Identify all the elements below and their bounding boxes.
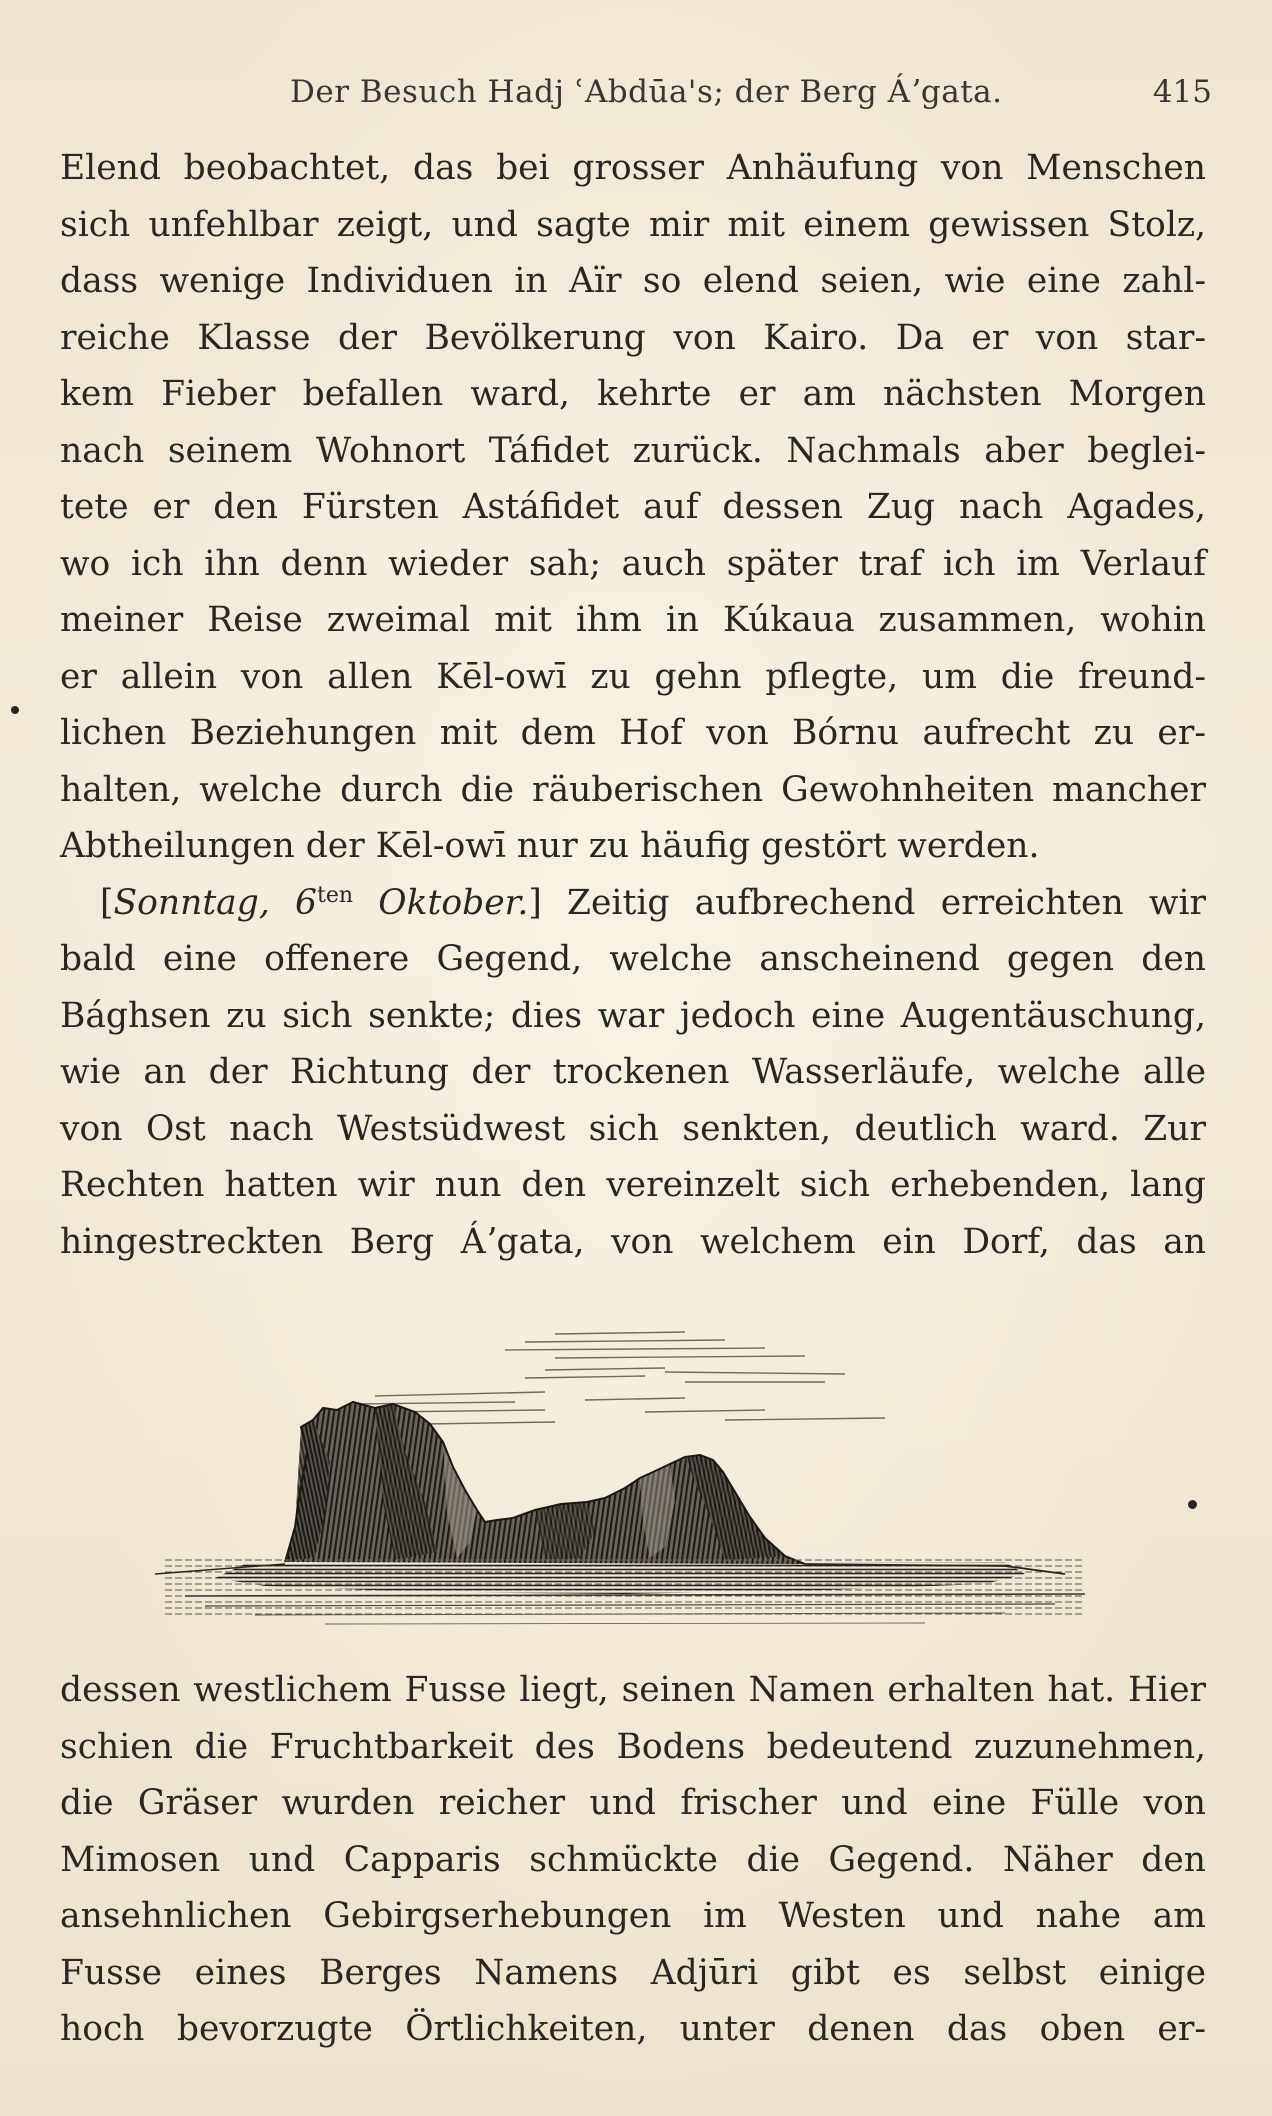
text-line: Bághsen zu sich senkte; dies war jedoch eine Augentäuschung, — [60, 995, 1206, 1036]
text-line: schien die Fruchtbarkeit des Bodens bedeutend zuzunehmen, — [60, 1726, 1206, 1767]
text-line: Fusse eines Berges Namens Adjūri gibt es selbst einige — [60, 1952, 1206, 1993]
text-line: dass wenige Individuen in Aïr so elend seien, wie eine zahl- — [60, 261, 1206, 301]
text-line: die Gräser wurden reicher und frischer und eine Fülle von — [60, 1783, 1206, 1823]
foreground-plain — [155, 1556, 1085, 1624]
running-head: Der Besuch Hadj ʿAbdūa's; der Berg Áʼgata. — [290, 74, 1003, 110]
dateline-bracket-open: [ — [100, 882, 114, 923]
dateline-paragraph-start — [60, 875, 1206, 932]
body-text-lower — [60, 1662, 1206, 2058]
text-line: bald eine offenere Gegend, welche anscheinend gegen den — [60, 939, 1206, 979]
text-line: hingestreckten Berg Áʼgata, von welchem ein Dorf, das an — [60, 1221, 1206, 1262]
text-line: Elend beobachtet, das bei grosser Anhäufung von Menschen — [60, 148, 1206, 188]
cloud-hatching — [355, 1332, 885, 1424]
page-number: 415 — [1152, 74, 1212, 110]
text-line: Mimosen und Capparis schmückte die Gegend. Näher den — [60, 1839, 1206, 1880]
dateline-rest: Zeitig aufbrechend erreichten wir — [541, 882, 1206, 923]
print-speck — [1188, 1500, 1197, 1509]
text-line: von Ost nach Westsüdwest sich senkten, deutlich ward. Zur — [60, 1108, 1206, 1149]
dateline-superscript: ten — [317, 882, 354, 908]
dateline-bracket-close: ] — [528, 882, 542, 923]
mountain-engraving-illustration — [125, 1312, 1130, 1632]
text-line: lichen Beziehungen mit dem Hof von Bórnu aufrecht zu er- — [60, 713, 1206, 753]
text-line: wie an der Richtung der trockenen Wasserläufe, welche alle — [60, 1052, 1206, 1092]
text-line: meiner Reise zweimal mit ihm in Kúkaua zusammen, wohin — [60, 600, 1206, 640]
body-text-upper — [60, 140, 1206, 1270]
print-speck — [11, 706, 19, 714]
text-line: halten, welche durch die räuberischen Gewohnheiten mancher — [60, 769, 1206, 810]
text-line: er allein von allen Kēl-owī zu gehn pflegte, um die freund- — [60, 656, 1206, 697]
text-line: nach seinem Wohnort Táfidet zurück. Nachmals aber beglei- — [60, 430, 1206, 471]
text-line: hoch bevorzugte Örtlichkeiten, unter denen das oben er- — [60, 2009, 1206, 2049]
dateline-month: Oktober. — [353, 882, 529, 923]
text-line: Rechten hatten wir nun den vereinzelt sich erhebenden, lang — [60, 1165, 1206, 1205]
text-line: kem Fieber befallen ward, kehrte er am nächsten Morgen — [60, 374, 1206, 414]
text-line: sich unfehlbar zeigt, und sagte mir mit einem gewissen Stolz, — [60, 204, 1206, 245]
dateline-day: Sonntag, 6 — [113, 882, 318, 923]
text-line: ansehnlichen Gebirgserhebungen im Westen und nahe am — [60, 1896, 1206, 1936]
text-line: Abtheilungen der Kēl-owī nur zu häufig gestört werden. — [60, 826, 1040, 866]
text-line: reiche Klasse der Bevölkerung von Kairo. Da er von star- — [60, 317, 1206, 358]
text-line: wo ich ihn denn wieder sah; auch später traf ich im Verlauf — [60, 543, 1206, 584]
text-line: tete er den Fürsten Astáfidet auf dessen Zug nach Agades, — [60, 487, 1206, 527]
text-line: dessen westlichem Fusse liegt, seinen Namen erhalten hat. Hier — [60, 1670, 1206, 1710]
